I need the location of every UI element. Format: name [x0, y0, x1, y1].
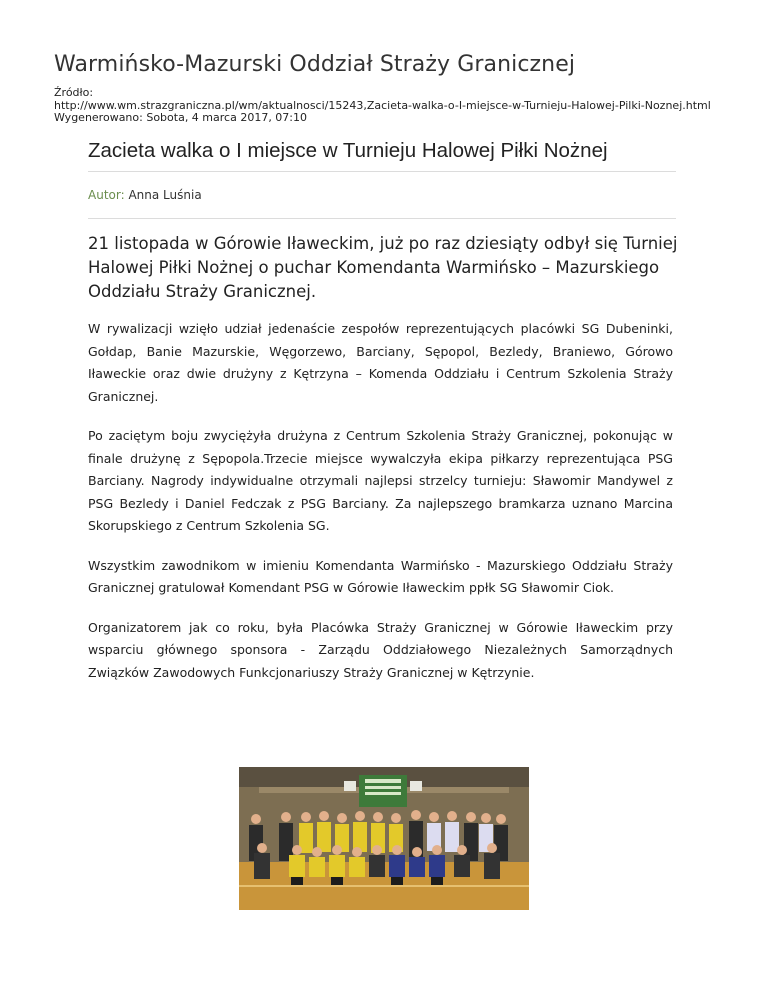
article-title: Zacieta walka o I miejsce w Turnieju Halowej Piłki Nożnej — [88, 139, 608, 162]
source-url[interactable]: http://www.wm.strazgraniczna.pl/wm/aktualnosci/15243,Zacieta-walka-o-I-miejsce-w-Turnieju-Halowej-Pilki-Noznej.html — [54, 98, 711, 112]
author-name: Anna Luśnia — [128, 188, 202, 202]
source-label: Źródło: — [54, 86, 94, 99]
generated-timestamp: Wygenerowano: Sobota, 4 marca 2017, 07:10 — [54, 111, 308, 124]
article-lead: 21 listopada w Górowie Iławeckim, już po raz dziesiąty odbył się Turniej Halowej Piłki Nożnej o puchar Komendanta Warmińsko – Mazurskiego Oddziału Straży Granicznej. — [88, 234, 678, 301]
article-paragraph: W rywalizacji wzięło udział jedenaście zespołów reprezentujących placówki SG Dubeninki, Gołdap, Banie Mazurskie, Węgorzewo, Barciany, Sępopol, Bezledy, Braniewo, Górowo Iławeckie oraz dwie drużyny z Kętrzyna – Komenda Oddziału i Centrum Szkolenia Straży Granicznej. — [88, 321, 673, 404]
divider — [88, 171, 676, 172]
divider — [88, 218, 676, 219]
author-line — [88, 188, 202, 202]
page-meta — [54, 87, 718, 125]
article-body — [88, 318, 673, 701]
team-photo — [239, 767, 529, 910]
article-paragraph: Organizatorem jak co roku, była Placówka Straży Granicznej w Górowie Iławeckim przy wsparciu głównego sponsora - Zarządu Oddziałowego Niezależnych Samorządnych Związków Zawodowych Funkcjonariuszy Straży Granicznej w Kętrzynie. — [88, 619, 673, 680]
article-paragraph: Po zaciętym boju zwyciężyła drużyna z Centrum Szkolenia Straży Granicznej, pokonując w finale drużynę z Sępopola.Trzecie miejsce wywalczyła ekipa piłkarzy reprezentująca PSG Barciany. Nagrody indywidualne otrzymali najlepsi strzelcy turnieju: Sławomir Mandywel z PSG Bezledy i Daniel Fedczak z PSG Barciany. Za najlepszego bramkarza uznano Marcina Skorupskiego z Centrum Szkolenia SG. — [88, 428, 673, 533]
article-paragraph: Wszystkim zawodnikom w imieniu Komendanta Warmińsko - Mazurskiego Oddziału Straży Granicznej gratulował Komendant PSG w Górowie Iławeckim ppłk SG Sławomir Ciok. — [88, 557, 673, 595]
author-label: Autor: — [88, 188, 125, 202]
site-title: Warmińsko-Mazurski Oddział Straży Granicznej — [54, 52, 576, 77]
